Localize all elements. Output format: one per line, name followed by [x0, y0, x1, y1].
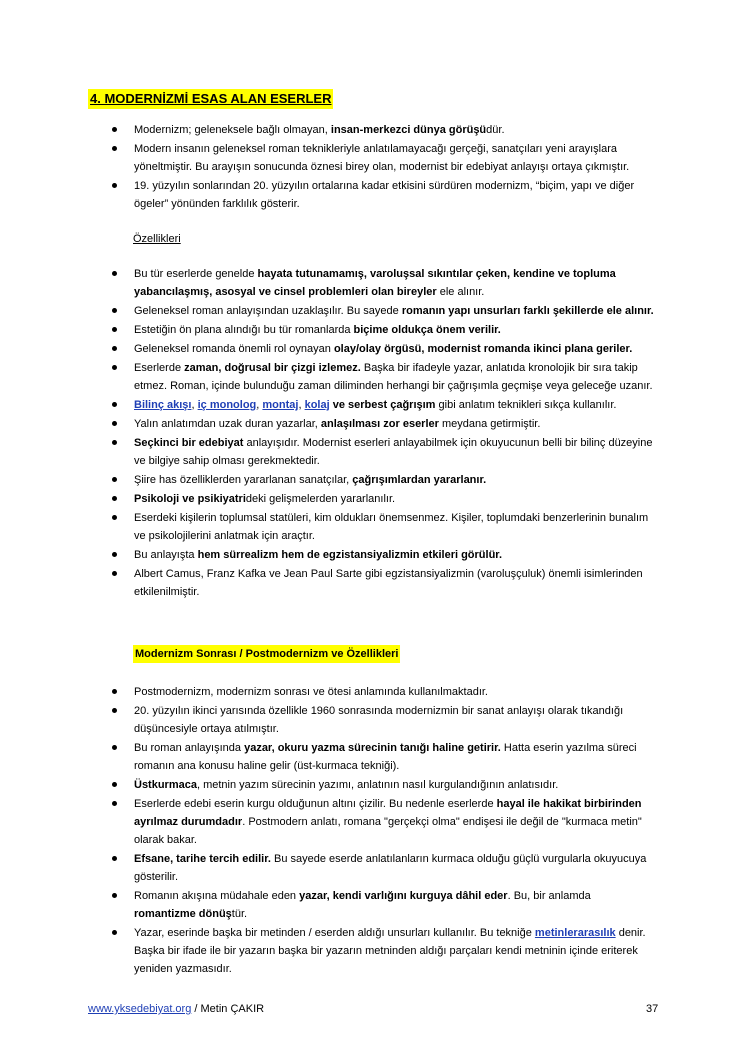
list-item [110, 340, 655, 358]
list-item [110, 359, 655, 395]
text-run: Modernizm; geleneksele bağlı olmayan, [134, 124, 331, 136]
text-run: biçime oldukça önem verilir. [353, 324, 501, 336]
text-run: Psikoloji ve psikiyatri [134, 493, 246, 505]
text-run: , [298, 399, 305, 411]
list-item [110, 396, 655, 414]
text-run: Bu sayede eserde anlatılanların kurmaca olduğu güçlü vurgularla okuyucuya gösterilir. [134, 853, 647, 883]
text-run: Modern insanın geleneksel roman teknikleriyle anlatılamayacağı gerçeği, sanatçıları yeni arayışlara yöneltmiştir. Bu arayışın sonucunda öznesi birey olan, modernist bir edebiyat anlayışı ortaya çıkmıştır. [134, 143, 630, 173]
text-run: ele alınır. [436, 286, 485, 298]
list-item [110, 702, 655, 738]
text-run: olay/olay örgüsü, modernist romanda ikinci plana geriler. [333, 343, 633, 355]
term-link[interactable]: iç monolog [197, 399, 257, 411]
list-item [110, 565, 655, 601]
text-run: yazar, okuru yazma sürecinin tanığı haline getirir. [244, 742, 501, 754]
list-item [110, 776, 655, 794]
list-item [110, 924, 655, 978]
text-run: Hatta eserin yazılma süreci romanın ana konusu haline gelir (üst-kurmaca tekniği). [134, 742, 637, 772]
list-item [110, 850, 655, 886]
page-number: 37 [646, 1003, 659, 1015]
list-item [110, 887, 655, 923]
text-run: çağrışımlardan yararlanır. [352, 474, 487, 486]
text-run: Eserdeki kişilerin toplumsal statüleri, kim oldukları önemsenmez. Kişiler, toplumdaki benzerlerinin bunalım ve psikolojilerini anlatmak için araçtır. [134, 512, 649, 542]
list-item [110, 415, 655, 433]
text-run: meydana getirmiştir. [438, 418, 541, 430]
footer-site-link[interactable]: www.yksedebiyat.org [88, 1003, 192, 1015]
section-heading: 4. MODERNİZMİ ESAS ALAN ESERLER [88, 89, 333, 109]
text-run: . Bu, bir anlamda [507, 890, 591, 902]
term-link[interactable]: metinlerarasılık [534, 927, 616, 939]
list-item [110, 683, 655, 701]
text-run: Estetiğin ön plana alındığı bu tür romanlarda [134, 324, 354, 336]
list-item [110, 739, 655, 775]
features-title: Özellikleri [133, 233, 181, 245]
list-item [110, 121, 655, 139]
text-run: Albert Camus, Franz Kafka ve Jean Paul Sarte gibi egzistansiyalizmin (varoluşçuluk) önemli isimlerinden etkilenilmiştir. [134, 568, 643, 598]
text-run: tür. [231, 908, 248, 920]
text-run: zaman, doğrusal bir çizgi izlemez. [184, 362, 361, 374]
text-run: Eserlerde edebi eserin kurgu olduğunun altını çizilir. Bu nedenle eserlerde [134, 798, 497, 810]
text-run: , [256, 399, 263, 411]
text-run: hayal ile hakikat birbirinden ayrılmaz durumdadır [134, 798, 642, 828]
text-run: 20. yüzyılın ikinci yarısında özellikle 1960 sonrasında modernizmin bir sanat anlayışı olarak tıkandığı düşüncesiyle ortaya atılmıştır. [134, 705, 624, 735]
text-run: Geleneksel roman anlayışından uzaklaşılır. Bu sayede [134, 305, 402, 317]
text-run: insan-merkezci dünya görüşü [330, 124, 487, 136]
list-item [110, 434, 655, 470]
text-run: anlayışıdır. Modernist eserleri anlayabilmek için okuyucunun belli bir bilinç düzeyine ve bilgiye sahip olması gerekmektedir. [134, 437, 653, 467]
text-run: Geleneksel romanda önemli rol oynayan [134, 343, 334, 355]
text-run: denir. Başka bir ifade ile bir yazarın başka bir yazarın metninden aldığı parçaları kendi metninin içinde eriterek yeniden yazmasıdır. [134, 927, 646, 975]
text-run: dür. [486, 124, 505, 136]
text-run: hem sürrealizm hem de egzistansiyalizmin etkileri görülür. [197, 549, 503, 561]
list-item [110, 140, 655, 176]
text-run: Yazar, eserinde başka bir metinden / eserden aldığı unsurları kullanılır. Bu tekniğe [134, 927, 535, 939]
term-link[interactable]: Bilinç akışı [134, 399, 192, 411]
list-item [110, 509, 655, 545]
text-run: Üstkurmaca [134, 779, 197, 791]
features-list [110, 265, 655, 602]
text-run: , [191, 399, 198, 411]
text-run: Şiire has özelliklerden yararlanan sanatçılar, [134, 474, 353, 486]
list-item [110, 177, 655, 213]
text-run: , metnin yazım sürecinin yazımı, anlatının nasıl kurgulandığının anlatısıdır. [196, 779, 559, 791]
footer-author: / Metin ÇAKIR [191, 1003, 265, 1015]
text-run: romantizme dönüş [134, 908, 232, 920]
text-run: Postmodernizm, modernizm sonrası ve ötesi anlamında kullanılmaktadır. [134, 686, 488, 698]
text-run: Bu roman anlayışında [134, 742, 245, 754]
text-run: Seçkinci bir edebiyat [134, 437, 244, 449]
term-link[interactable]: montaj [262, 399, 299, 411]
postmodernism-list [110, 683, 655, 979]
term-link[interactable]: kolaj [304, 399, 330, 411]
text-run: Romanın akışına müdahale eden [134, 890, 300, 902]
list-item [110, 795, 655, 849]
postmodernism-heading: Modernizm Sonrası / Postmodernizm ve Özellikleri [133, 645, 400, 663]
footer [88, 1001, 264, 1017]
list-item [110, 321, 655, 339]
list-item [110, 471, 655, 489]
text-run: 19. yüzyılın sonlarından 20. yüzyılın ortalarına kadar etkisini sürdüren modernizm, “biçim, yapı ve diğer ögeler” yönünden farklılık gösterir. [134, 180, 635, 210]
text-run: anlaşılması zor eserler [320, 418, 439, 430]
text-run: Yalın anlatımdan uzak duran yazarlar, [134, 418, 321, 430]
list-item [110, 490, 655, 508]
text-run: . Postmodern anlatı, romana "gerçekçi olma" endişesi ile değil de "kurmaca metin" olarak bakar. [134, 816, 642, 846]
intro-list [110, 121, 655, 214]
list-item [110, 546, 655, 564]
text-run: Bu anlayışta [134, 549, 198, 561]
text-run: Başka bir ifadeyle yazar, anlatıda kronolojik bir sıra takip etmez. Roman, içinde bulunduğu zaman diliminden herhangi bir çağrışımla geçmişe veya geleceğe uzanır. [134, 362, 653, 392]
text-run: gibi anlatım teknikleri sıkça kullanılır. [435, 399, 617, 411]
text-run: Efsane, tarihe tercih edilir. [134, 853, 271, 865]
text-run: hayata tutunamamış, varoluşsal sıkıntılar çeken, kendine ve topluma yabancılaşmış, asosyal ve cinsel problemleri olan bireyler [134, 268, 616, 298]
text-run: yazar, kendi varlığını kurguya dâhil eder [299, 890, 508, 902]
list-item [110, 265, 655, 301]
text-run: Bu tür eserlerde genelde [134, 268, 258, 280]
text-run: Eserlerde [134, 362, 185, 374]
text-run: ve serbest çağrışım [329, 399, 436, 411]
text-run: deki gelişmelerden yararlanılır. [245, 493, 396, 505]
list-item [110, 302, 655, 320]
text-run: romanın yapı unsurları farklı şekillerde ele alınır. [401, 305, 654, 317]
